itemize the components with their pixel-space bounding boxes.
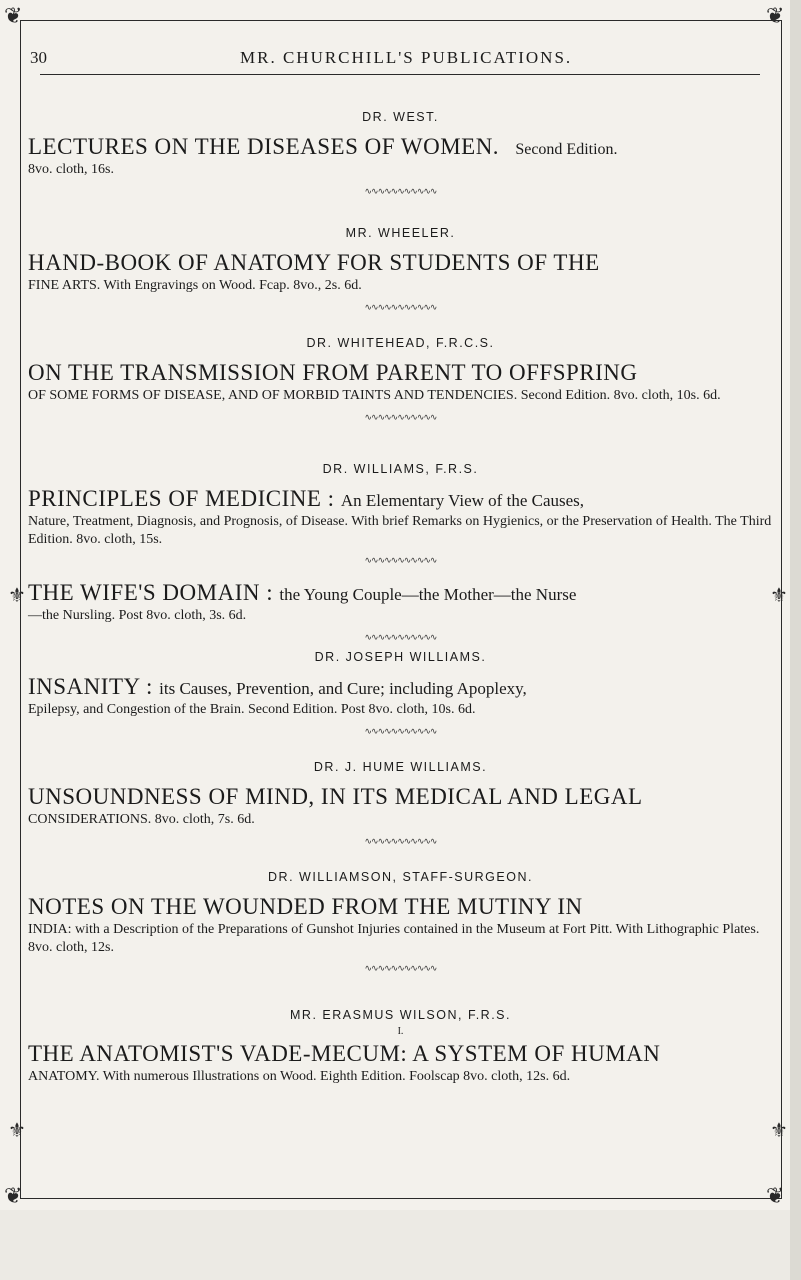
author-name: DR. WILLIAMSON, STAFF-SURGEON. — [268, 870, 533, 884]
side-ornament-left-2: ⚜ — [8, 1118, 26, 1142]
wavy-divider: ∿∿∿∿∿∿∿∿∿∿∿ — [364, 302, 437, 313]
book-title — [28, 134, 773, 159]
wavy-divider: ∿∿∿∿∿∿∿∿∿∿∿ — [364, 836, 437, 847]
book-title: THE ANATOMIST'S VADE-MECUM: A SYSTEM OF HUMAN — [28, 1041, 661, 1066]
page-number: 30 — [30, 48, 47, 67]
running-title: MR. CHURCHILL'S PUBLICATIONS. — [240, 48, 573, 67]
corner-ornament-top-right: ❦ — [766, 4, 785, 29]
book-title-text: THE WIFE'S DOMAIN : — [28, 580, 274, 605]
entry-williamson — [28, 870, 773, 974]
entry-wheeler — [28, 226, 773, 313]
side-ornament-right: ⚜ — [770, 583, 788, 607]
entry-wilson — [28, 1008, 773, 1086]
author-name: MR. ERASMUS WILSON, F.R.S. — [290, 1008, 511, 1022]
wavy-divider: ∿∿∿∿∿∿∿∿∿∿∿ — [364, 726, 437, 737]
author-name: MR. WHEELER. — [345, 226, 456, 240]
book-title-text: PRINCIPLES OF MEDICINE : — [28, 486, 335, 511]
book-title: ON THE TRANSMISSION FROM PARENT TO OFFSPRING — [28, 360, 638, 385]
page-edge-shadow — [790, 0, 801, 1280]
book-description: CONSIDERATIONS. 8vo. cloth, 7s. 6d. — [28, 812, 255, 828]
wavy-divider: ∿∿∿∿∿∿∿∿∿∿∿ — [364, 412, 437, 423]
author-name: DR. WILLIAMS, F.R.S. — [322, 462, 479, 476]
book-description: FINE ARTS. With Engravings on Wood. Fcap. 8vo., 2s. 6d. — [28, 278, 362, 294]
author-name: DR. WHITEHEAD, F.R.C.S. — [306, 336, 495, 350]
entry-wifes-domain — [28, 570, 773, 643]
book-title — [28, 580, 773, 605]
book-title-text: INSANITY : — [28, 674, 153, 699]
book-title: HAND-BOOK OF ANATOMY FOR STUDENTS OF THE — [28, 250, 600, 275]
book-title-text: LECTURES ON THE DISEASES OF WOMEN. — [28, 134, 500, 159]
right-border — [781, 20, 782, 1198]
book-description: Nature, Treatment, Diagnosis, and Prognosis, of Disease. With brief Remarks on Hygienics, or the Preservation of Health. The Third Edition. 8vo. cloth, 15s. — [28, 514, 772, 547]
author-name: DR. WEST. — [362, 110, 439, 124]
wavy-divider: ∿∿∿∿∿∿∿∿∿∿∿ — [364, 556, 437, 567]
book-description: INDIA: with a Description of the Preparations of Gunshot Injuries contained in the Museum at Fort Pitt. With Lithographic Plates. 8vo. cloth, 12s. — [28, 922, 760, 955]
book-description: Epilepsy, and Congestion of the Brain. Second Edition. Post 8vo. cloth, 10s. 6d. — [28, 702, 476, 718]
book-title-rest: An Elementary View of the Causes, — [340, 491, 585, 510]
book-title — [28, 486, 773, 511]
book-title: UNSOUNDNESS OF MIND, IN ITS MEDICAL AND LEGAL — [28, 784, 643, 809]
header-rule — [40, 74, 760, 75]
side-ornament-right-2: ⚜ — [770, 1118, 788, 1142]
entry-williams — [28, 462, 773, 566]
side-ornament-left: ⚜ — [8, 583, 26, 607]
book-description: OF SOME FORMS OF DISEASE, AND OF MORBID TAINTS AND TENDENCIES. Second Edition. 8vo. cloth, 10s. 6d. — [28, 388, 721, 404]
book-title: NOTES ON THE WOUNDED FROM THE MUTINY IN — [28, 894, 583, 919]
book-title-rest: its Causes, Prevention, and Cure; including Apoplexy, — [159, 679, 527, 698]
book-description: —the Nursling. Post 8vo. cloth, 3s. 6d. — [28, 608, 247, 624]
top-border — [20, 20, 782, 21]
wavy-divider: ∿∿∿∿∿∿∿∿∿∿∿ — [364, 964, 437, 975]
volume-numeral: I. — [397, 1026, 404, 1037]
entry-joseph-williams — [28, 650, 773, 737]
book-title-rest: the Young Couple—the Mother—the Nurse — [279, 585, 577, 604]
edition-note: Second Edition. — [515, 141, 618, 158]
entry-hume-williams — [28, 760, 773, 847]
author-name: DR. JOSEPH WILLIAMS. — [314, 650, 487, 664]
corner-ornament-top-left: ❦ — [4, 4, 23, 29]
book-title — [28, 674, 773, 699]
wavy-divider: ∿∿∿∿∿∿∿∿∿∿∿ — [364, 632, 437, 643]
book-description: 8vo. cloth, 16s. — [28, 162, 114, 178]
bottom-border — [20, 1198, 782, 1199]
wavy-divider: ∿∿∿∿∿∿∿∿∿∿∿ — [364, 186, 437, 197]
book-description: ANATOMY. With numerous Illustrations on Wood. Eighth Edition. Foolscap 8vo. cloth, 12s. 6d. — [28, 1069, 571, 1085]
entry-west — [28, 110, 773, 197]
author-name: DR. J. HUME WILLIAMS. — [313, 760, 488, 774]
corner-ornament-bottom-right: ❦ — [766, 1184, 785, 1209]
corner-ornament-bottom-left: ❦ — [4, 1184, 23, 1209]
entry-whitehead — [28, 336, 773, 423]
page-margin-bottom — [0, 1210, 801, 1280]
left-border — [20, 20, 21, 1198]
